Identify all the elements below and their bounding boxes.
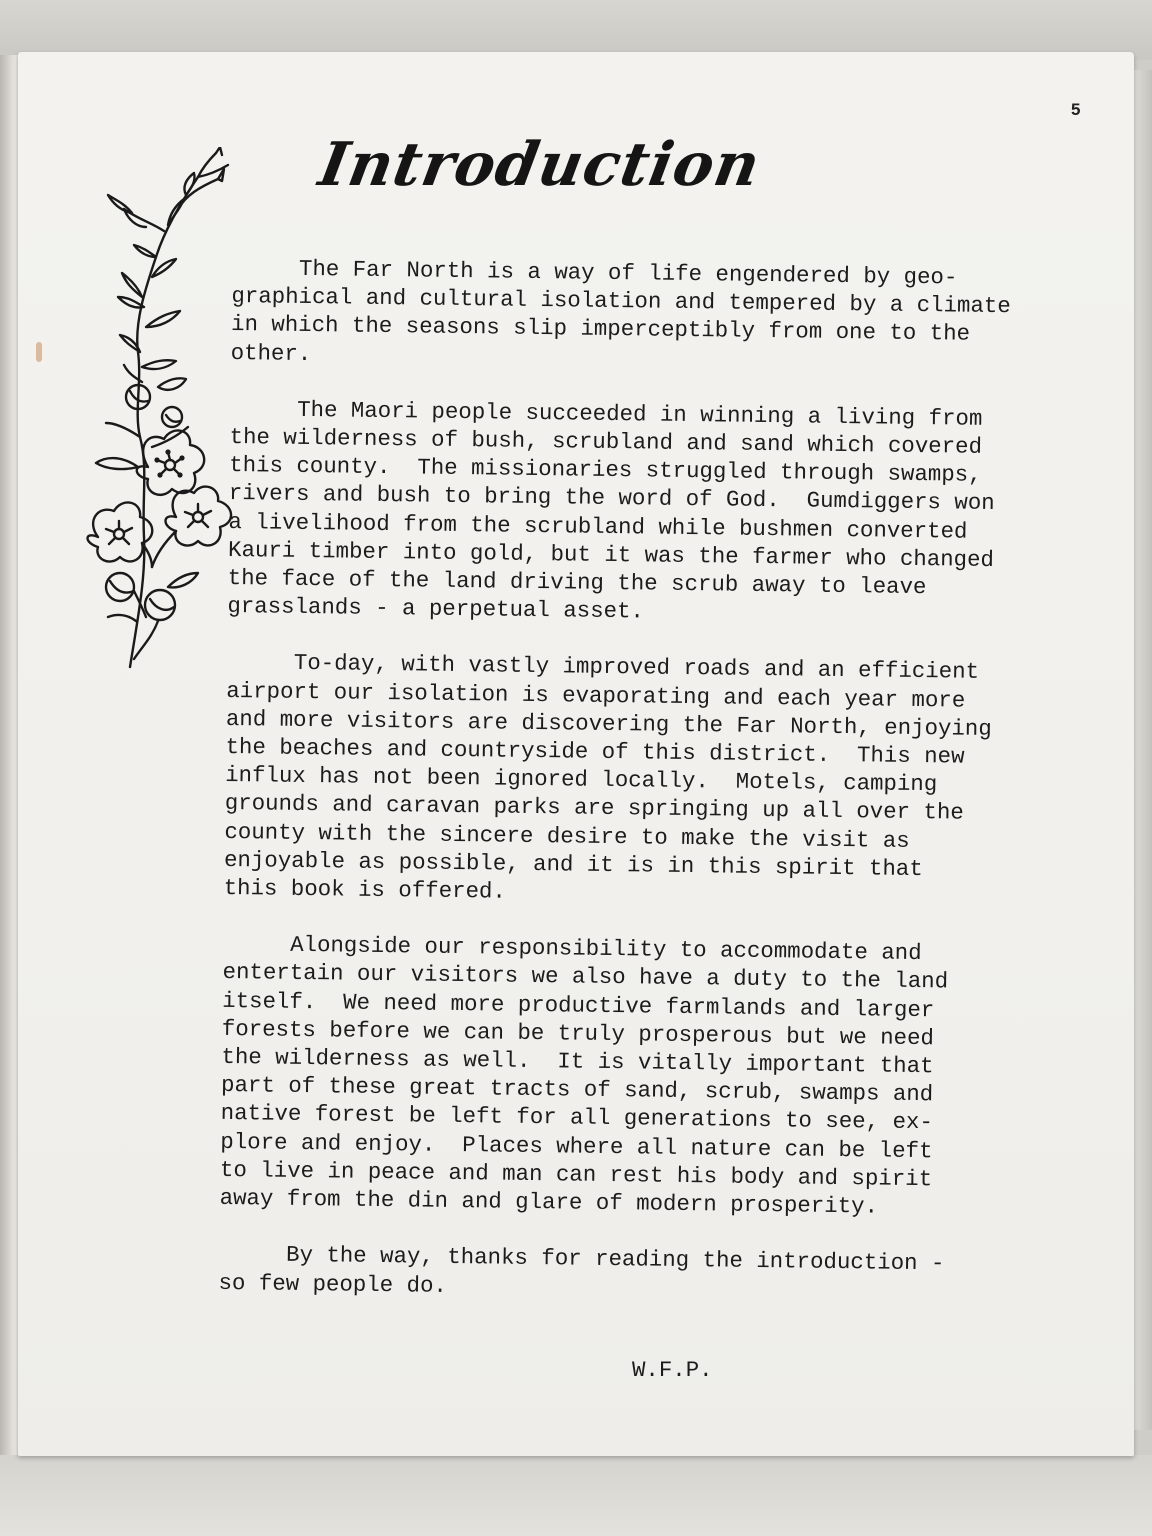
page-number: 5 xyxy=(1071,100,1081,119)
text-line: enjoyable as possible, and it is in this spirit that xyxy=(223,846,923,882)
paragraph-1 xyxy=(231,254,1082,378)
text-line: To-day, with vastly improved roads and an efficient xyxy=(226,649,980,686)
paragraph-2 xyxy=(227,395,1080,632)
text-line: the face of the land driving the scrub away to leave xyxy=(227,565,927,601)
text-line: Kauri timber into gold, but it was the farmer who changed xyxy=(227,536,995,573)
introduction-body xyxy=(218,254,1082,1336)
text-line: entertain our visitors we also have a duty to the land xyxy=(222,959,949,995)
text-line: grounds and caravan parks are springing up all over the xyxy=(224,790,964,827)
text-line: this county. The missionaries struggled through swamps, xyxy=(229,452,982,489)
text-line: the wilderness as well. It is vitally important that xyxy=(221,1044,934,1080)
text-line: grasslands - a perpetual asset. xyxy=(227,593,645,625)
text-line: and more visitors are discovering the Far North, enjoying xyxy=(225,705,992,742)
text-line: in which the seasons slip imperceptibly from one to the xyxy=(230,311,971,348)
book-page xyxy=(18,52,1134,1456)
text-line: a livelihood from the scrubland while bushmen converted xyxy=(228,508,968,545)
paragraph-3 xyxy=(224,648,1077,913)
flowering-branch-icon xyxy=(68,147,243,677)
text-line: other. xyxy=(230,339,312,367)
text-line: forests before we can be truly prosperous but we need xyxy=(221,1015,935,1052)
text-line: away from the din and glare of modern prosperity. xyxy=(219,1185,879,1220)
text-line: influx has not been ignored locally. Motels, camping xyxy=(225,762,938,798)
page-stain xyxy=(36,342,42,362)
text-line: the beaches and countryside of this district. This new xyxy=(225,734,965,770)
text-line: so few people do. xyxy=(218,1269,448,1299)
text-line: The Far North is a way of life engendered by geo- xyxy=(231,254,958,291)
paragraph-4 xyxy=(219,930,1073,1223)
text-line: plore and enjoy. Places where all nature can be left xyxy=(220,1128,933,1164)
text-line: native forest be left for all generations to see, ex- xyxy=(220,1100,933,1136)
text-line: By the way, thanks for reading the introduction - xyxy=(218,1241,945,1277)
paragraph-5 xyxy=(218,1240,1069,1308)
text-line: itself. We need more productive farmlands and larger xyxy=(222,987,935,1023)
text-line: rivers and bush to bring the word of God. Gumdiggers won xyxy=(228,480,995,517)
text-line: part of these great tracts of sand, scrub, swamps and xyxy=(220,1072,934,1108)
text-line: Alongside our responsibility to accommodate and xyxy=(222,931,922,967)
text-line: graphical and cultural isolation and tempered by a climate xyxy=(231,283,1011,320)
text-line: this book is offered. xyxy=(223,875,507,905)
background-top xyxy=(0,0,1152,60)
text-line: to live in peace and man can rest his body and spirit xyxy=(219,1156,933,1193)
page-title: Introduction xyxy=(314,130,766,200)
text-line: airport our isolation is evaporating and each year more xyxy=(226,677,966,714)
text-line: county with the sincere desire to make the visit as xyxy=(224,818,910,854)
text-line: The Maori people succeeded in winning a living from xyxy=(229,395,983,432)
text-line: the wilderness of bush, scrubland and sand which covered xyxy=(229,424,983,460)
background-bottom xyxy=(0,1455,1152,1536)
signature-initials: W.F.P. xyxy=(632,1357,713,1383)
